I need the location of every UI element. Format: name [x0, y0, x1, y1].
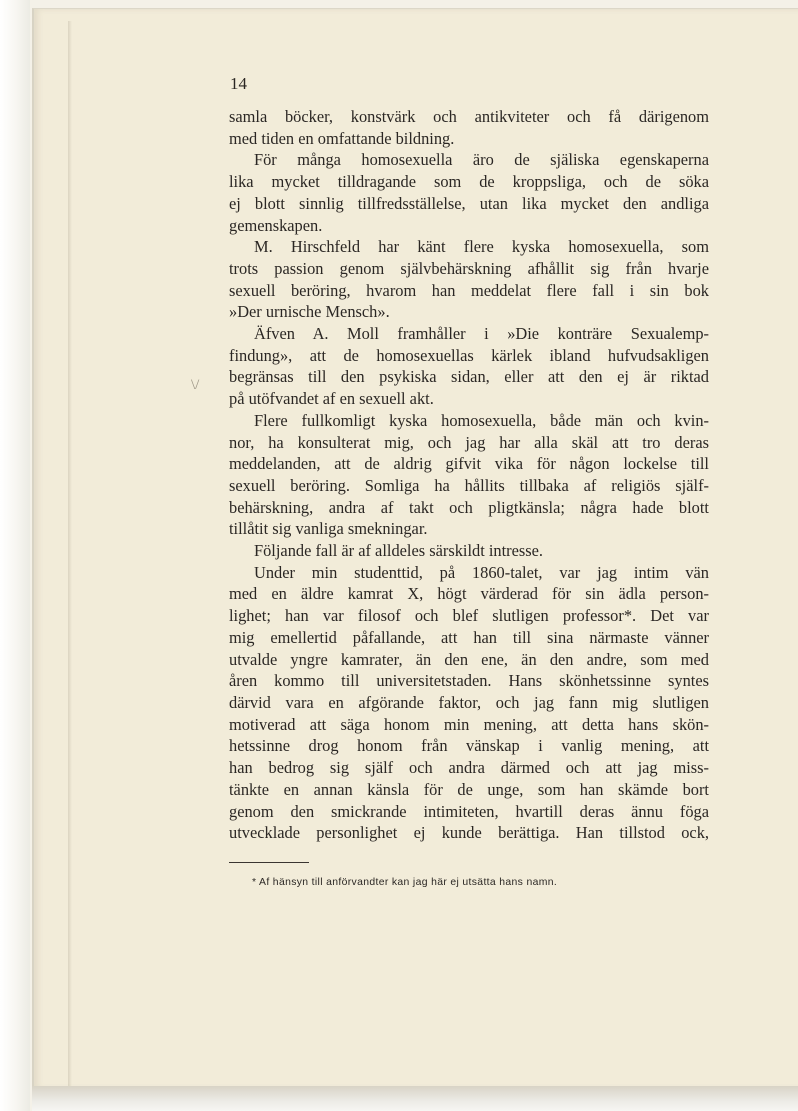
footnote-rule	[229, 862, 309, 863]
text-line: sexuell beröring. Somliga ha hållits tillbaka af religiös själf-	[229, 475, 709, 495]
text-line: tillåtit sig vanliga smekningar.	[229, 519, 428, 539]
text-line: M. Hirschfeld har känt flere kyska homosexuella, som	[254, 237, 709, 257]
text-line: sexuell beröring, hvarom han meddelat flere fall i sin bok	[229, 280, 709, 300]
body-text	[229, 106, 709, 844]
text-line: utvecklade personlighet ej kunde berättiga. Han tillstod ock,	[229, 823, 709, 843]
text-line: meddelanden, att de aldrig gifvit vika för någon lockelse till	[229, 454, 709, 474]
text-line: därvid vara en afgörande faktor, och jag fann mig slutligen	[229, 692, 709, 712]
text-line: motiverad att säga honom min mening, att detta hans skön-	[229, 714, 709, 734]
text-line: »Der urnische Mensch».	[229, 302, 390, 322]
text-line: lighet; han var filosof och blef slutligen professor*. Det var	[229, 606, 709, 626]
text-line: Äfven A. Moll framhåller i »Die konträre Sexualemp-	[254, 324, 709, 344]
text-line: gemenskapen.	[229, 215, 323, 235]
text-line: findung», att de homosexuellas kärlek ibland hufvudsakligen	[229, 345, 709, 365]
text-line: genom den smickrande intimiteten, hvartill deras ännu föga	[229, 801, 709, 821]
text-line: nor, ha konsulterat mig, och jag har alla skäl att tro deras	[229, 432, 709, 452]
text-line: trots passion genom självbehärskning afhållit sig från hvarje	[229, 258, 709, 278]
scan-background-left	[0, 0, 30, 1111]
text-line: med tiden en omfattande bildning.	[229, 128, 455, 148]
scan-background-bottom	[32, 1086, 798, 1111]
margin-pencil-mark: \/	[191, 377, 200, 393]
page-number: 14	[230, 74, 247, 93]
text-line: åren kommo till universitetstaden. Hans skönhetssinne syntes	[229, 671, 709, 691]
text-line: mig emellertid påfallande, att han till sina närmaste vänner	[229, 627, 709, 647]
text-line: utvalde yngre kamrater, än den ene, än den andre, som med	[229, 649, 709, 669]
text-line: han bedrog sig själf och andra därmed och att jag miss-	[229, 758, 709, 778]
text-line: på utöfvandet af en sexuell akt.	[229, 389, 434, 409]
text-line: ej blott sinnlig tillfredsställelse, utan lika mycket den andliga	[229, 193, 709, 213]
text-line: tänkte en annan känsla för de unge, som han skämde bort	[229, 779, 709, 799]
text-line: hetssinne drog honom från vänskap i vanlig mening, att	[229, 736, 709, 756]
text-line: Flere fullkomligt kyska homosexuella, både män och kvin-	[254, 410, 709, 430]
text-line: med en äldre kamrat X, högt värderad för sin ädla person-	[229, 584, 709, 604]
text-line: samla böcker, konstvärk och antikviteter och få därigenom	[229, 107, 709, 126]
text-line: Följande fall är af alldeles särskildt intresse.	[254, 541, 544, 561]
footnote: * Af hänsyn till anförvandter kan jag här ej utsätta hans namn.	[252, 877, 558, 888]
text-line: För många homosexuella äro de själiska egenskaperna	[254, 150, 709, 170]
page-fold-shadow	[68, 21, 72, 1091]
text-line: lika mycket tilldragande som de kroppsliga, och de söka	[229, 172, 709, 192]
text-line: begränsas till den psykiska sidan, eller att den ej är riktad	[229, 367, 709, 387]
text-line: behärskning, andra af takt och pligtkänsla; några hade blott	[229, 497, 709, 517]
text-line: Under min studenttid, på 1860-talet, var jag intim vän	[254, 562, 709, 582]
